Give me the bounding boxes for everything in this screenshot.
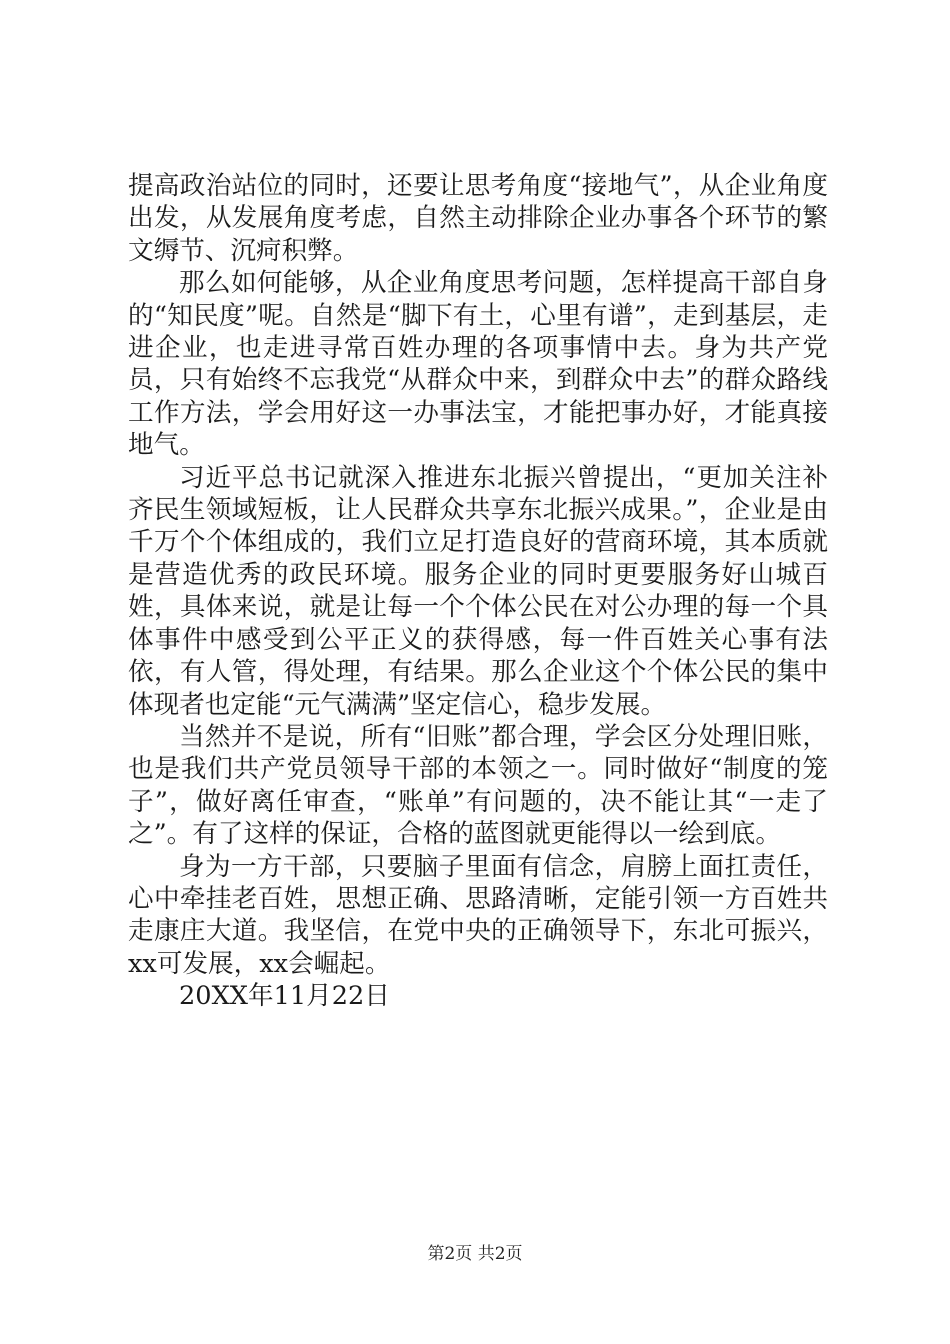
paragraph-4: 当然并不是说，所有“旧账”都合理，学会区分处理旧账，也是我们共产党员领导干部的本领之一。同时做好“制度的笼子”，做好离任审查，“账单”有问题的，决不能让其“一走了之”。有了这样的保证，合格的蓝图就更能得以一绘到底。 [128, 721, 828, 850]
paragraph-2: 那么如何能够，从企业角度思考问题，怎样提高干部自身的“知民度”呢。自然是“脚下有土，心里有谱”，走到基层，走进企业，也走进寻常百姓办理的各项事情中去。身为共产党员，只有始终不忘我党“从群众中来，到群众中去”的群众路线工作方法，学会用好这一办事法宝，才能把事办好，才能真接地气。 [128, 268, 828, 461]
paragraph-1: 提高政治站位的同时，还要让思考角度“接地气”，从企业角度出发，从发展角度考虑，自然主动排除企业办事各个环节的繁文缛节、沉疴积弊。 [128, 171, 828, 266]
document-date: 20XX年11月22日 [179, 981, 390, 1012]
document-body [128, 170, 828, 1013]
paragraph-5: 身为一方干部，只要脑子里面有信念，肩膀上面扛责任，心中牵挂老百姓，思想正确、思路清晰，定能引领一方百姓共走康庄大道。我坚信，在党中央的正确领导下，东北可振兴，xx可发展，xx会崛起。 [128, 851, 828, 979]
page-footer: 第2页 共2页 [427, 1244, 523, 1264]
paragraph-3: 习近平总书记就深入推进东北振兴曾提出，“更加关注补齐民生领域短板，让人民群众共享东北振兴成果。”，企业是由千万个个体组成的，我们立足打造良好的营商环境，其本质就是营造优秀的政民环境。服务企业的同时更要服务好山城百姓，具体来说，就是让每一个个体公民在对公办理的每一个具体事件中感受到公平正义的获得感，每一件百姓关心事有法依，有人管，得处理，有结果。那么企业这个个体公民的集中体现者也定能“元气满满”坚定信心，稳步发展。 [128, 462, 828, 720]
